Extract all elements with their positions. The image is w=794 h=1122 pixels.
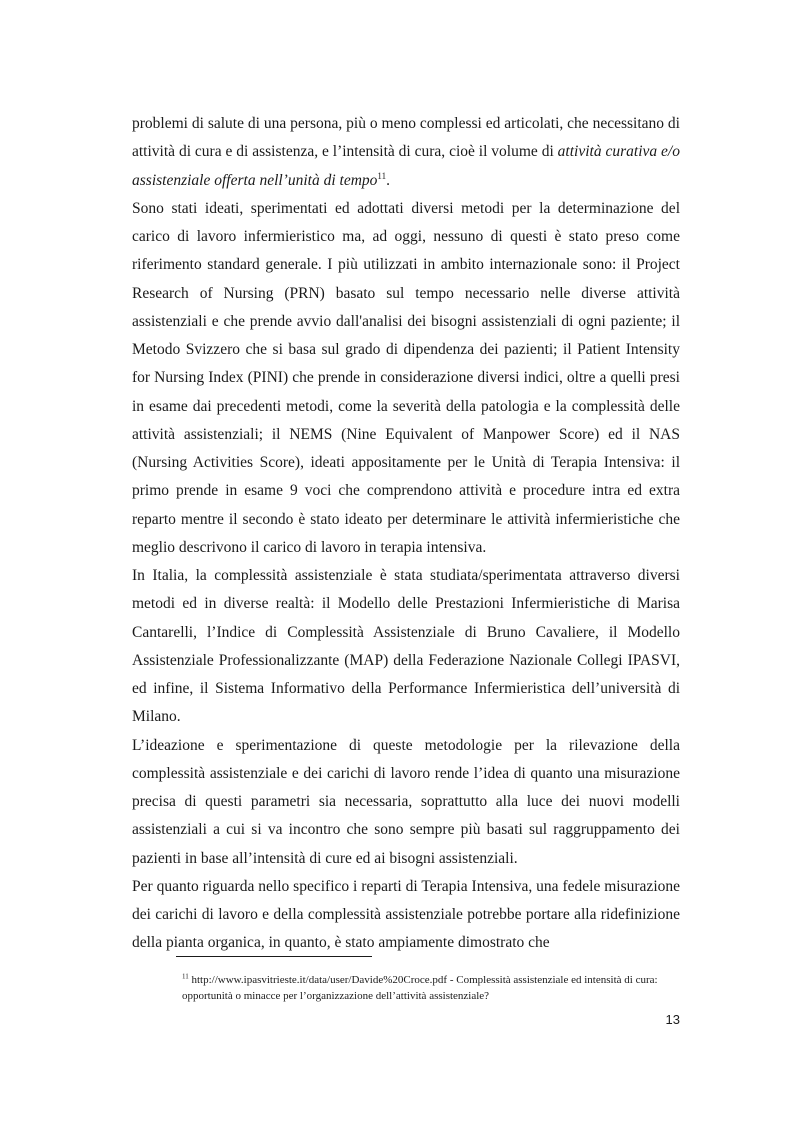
paragraph-1 (132, 110, 680, 195)
paragraph-1-end: . (386, 171, 390, 189)
page-number: 13 (665, 1012, 680, 1027)
paragraph-2: Sono stati ideati, sperimentati ed adottati diversi metodi per la determinazione del carico di lavoro infermieristico ma, ad oggi, nessuno di questi è stato preso come riferimento standard generale. I più utilizzati in ambito internazionale sono: il Project Research of Nursing (PRN) basato sul tempo necessario nelle diverse attività assistenziali e che prende avvio dall'analisi dei bisogni assistenziali di ogni paziente; il Metodo Svizzero che si basa sul grado di dipendenza dei pazienti; il Patient Intensity for Nursing Index (PINI) che prende in considerazione diversi indici, oltre a quelli presi in esame dai precedenti metodi, come la severità della patologia e la complessità delle attività assistenziali; il NEMS (Nine Equivalent of Manpower Score) ed il NAS (Nursing Activities Score), ideati appositamente per le Unità di Terapia Intensiva: il primo prende in esame 9 voci che comprendono attività e procedure intra ed extra reparto mentre il secondo è stato ideato per determinare le attività infermieristiche che meglio descrivono il carico di lavoro in terapia intensiva. (132, 199, 680, 556)
paragraph-3: In Italia, la complessità assistenziale è stata studiata/sperimentata attraverso diversi metodi ed in diverse realtà: il Modello delle Prestazioni Infermieristiche di Marisa Cantarelli, l’Indice di Complessità Assistenziale di Bruno Cavaliere, il Modello Assistenziale Professionalizzante (MAP) della Federazione Nazionale Collegi IPASVI, ed infine, il Sistema Informativo della Performance Infermieristica dell’università di Milano. (132, 567, 680, 726)
footnote-separator (176, 956, 372, 957)
footnote (182, 972, 672, 1004)
paragraph-4: L’ideazione e sperimentazione di queste metodologie per la rilevazione della complessità assistenziale e dei carichi di lavoro rende l’idea di quanto una misurazione precisa di questi parametri sia necessaria, soprattutto alla luce dei nuovi modelli assistenziali a cui si va incontro che sono sempre più basati sul raggruppamento dei pazienti in base all’intensità di cure ed ai bisogni assistenziali. (132, 736, 680, 867)
paragraph-1-text: problemi di salute di una persona, più o meno complessi ed articolati, che necessitano di attività di cura e di assistenza, e l’intensità di cura, cioè il volume di (132, 115, 680, 161)
footnote-text: http://www.ipasvitrieste.it/data/user/Davide%20Croce.pdf - Complessità assistenziale ed intensità di cura: opportunità o minacce per l’organizzazione dell’attività assistenziale? (182, 974, 658, 1002)
paragraph-5: Per quanto riguarda nello specifico i reparti di Terapia Intensiva, una fedele misurazione dei carichi di lavoro e della complessità assistenziale potrebbe portare alla ridefinizione della pianta organica, in quanto, è stato ampiamente dimostrato che (132, 877, 680, 952)
footnote-reference: 11 (377, 170, 387, 181)
body-text (132, 110, 680, 958)
footnote-number: 11 (182, 972, 189, 981)
paragraph-1-italic-phrase: attività curativa e/o assistenziale offerta nell’unità di tempo (132, 143, 680, 189)
